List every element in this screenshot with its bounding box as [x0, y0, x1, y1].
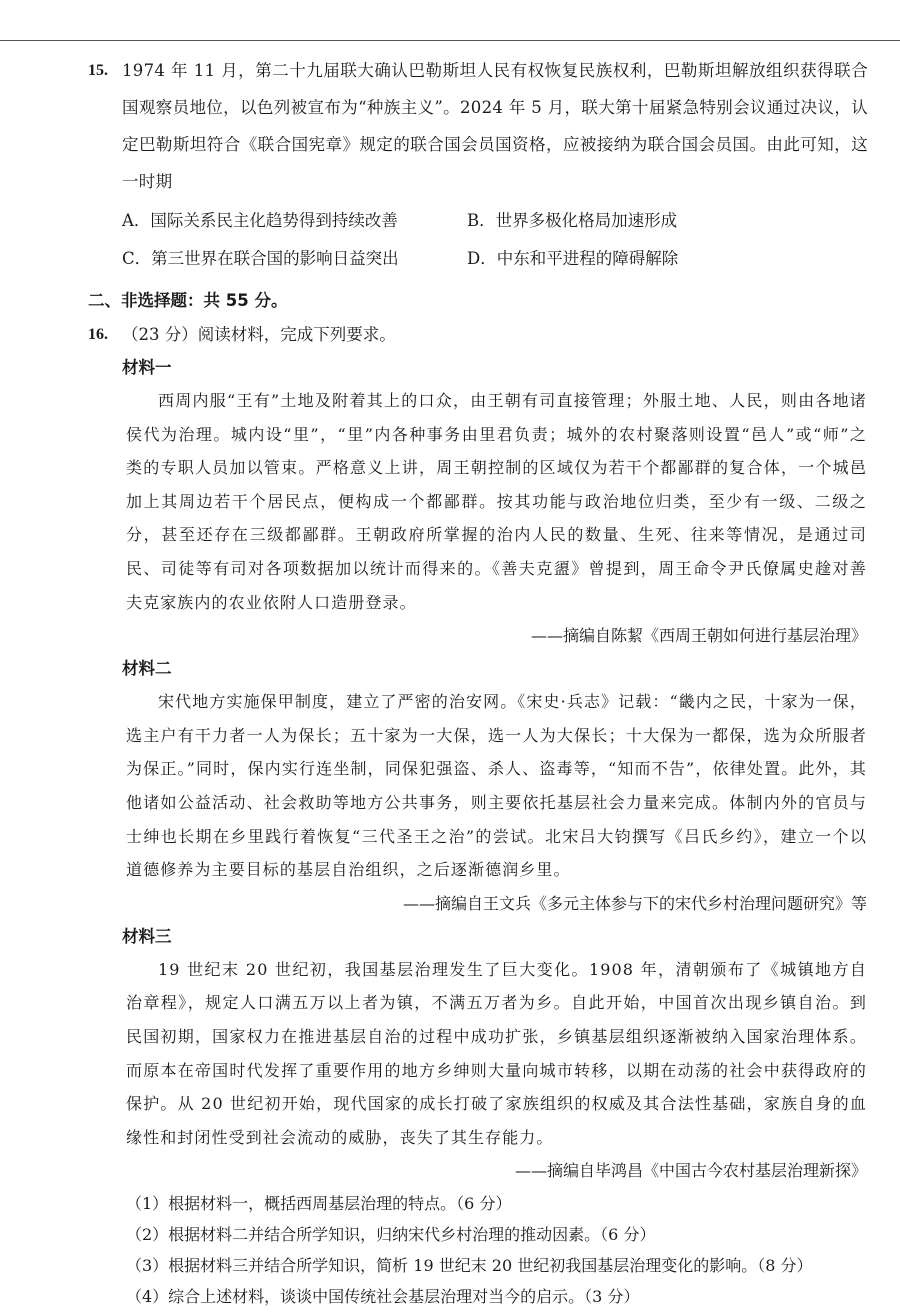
- option-b[interactable]: B．世界多极化格局加速形成: [467, 211, 678, 230]
- options-grid: [122, 202, 868, 278]
- sub-question-1: （1）根据材料一，概括西周基层治理的特点。（6 分）: [126, 1194, 512, 1214]
- material-3-text: 19 世纪末 20 世纪初，我国基层治理发生了巨大变化。1908 年，清朝颁布了《城镇地方自治章程》，规定人口满五万以上者为镇，不满五万者为乡。自此开始，中国首次出现乡镇自治。到民国初期，国家权力在推进基层自治的过程中成功扩张，乡镇基层组织逐渐被纳入国家治理体系。而原本在帝国时代发挥了重要作用的地方乡绅则大量向城市转移，以期在动荡的社会中获得政府的保护。从 20 世纪初开始，现代国家的成长打破了家族组织的权威及其合法性基础，家族自身的血缘性和封闭性受到社会流动的威胁，丧失了其生存能力。: [126, 959, 867, 1147]
- question-stem: 1974 年 11 月，第二十九届联大确认巴勒斯坦人民有权恢复民族权利，巴勒斯坦解放组织获得联合国观察员地位，以色列被宣布为“种族主义”。2024 年 5 月，联大第十届紧急特别会议通过决议，认定巴勒斯坦符合《联合国宪章》规定的联合国会员国资格，应被接纳为联合国会员国。由此可知，这一时期: [122, 61, 868, 191]
- material-1-title: 材料一: [122, 358, 172, 377]
- material-3-source: ——摘编自毕鸿昌《中国古今农村基层治理新探》: [514, 1161, 867, 1181]
- material-3-title: 材料三: [122, 926, 172, 946]
- material-2-title: 材料二: [122, 659, 172, 679]
- material-2-text: 宋代地方实施保甲制度，建立了严密的治安网。《宋史·兵志》记载：“畿内之民，十家为一保，选主户有干力者一人为保长；五十家为一大保，选一人为大保长；十大保为一都保，选为众所服者为保正。”同时，保内实行连坐制，同保犯强盗、杀人、盗毒等，“知而不告”，依律处置。此外，其他诸如公益活动、社会救助等地方公共事务，则主要依托基层社会力量来完成。体制内外的官员与士绅也长期在乡里践行着恢复“三代圣王之治”的尝试。北宋吕大钧撰写《吕氏乡约》，建立一个以道德修养为主要目标的基层自治组织，之后逐渐德润乡里。: [126, 692, 867, 880]
- material-2-source: ——摘编自王文兵《多元主体参与下的宋代乡村治理问题研究》等: [402, 893, 867, 913]
- question-15: [0, 52, 900, 278]
- question-16-header: [0, 318, 900, 352]
- sub-question-3: （3）根据材料三并结合所学知识，简析 19 世纪末 20 世纪初我国基层治理变化的影响。（8 分）: [126, 1256, 813, 1276]
- option-a[interactable]: A．国际关系民主化趋势得到持续改善: [122, 211, 398, 230]
- sub-question-2: （2）根据材料二并结合所学知识，归纳宋代乡村治理的推动因素。（6 分）: [126, 1225, 656, 1245]
- option-c[interactable]: C．第三世界在联合国的影响日益突出: [122, 249, 399, 268]
- option-d[interactable]: D．中东和平进程的障碍解除: [467, 249, 679, 268]
- question-number: 16.: [88, 326, 108, 343]
- material-1-source: ——摘编自陈絜《西周王朝如何进行基层治理》: [530, 626, 867, 646]
- exam-page: [0, 52, 900, 1312]
- question-intro: （23 分）阅读材料，完成下列要求。: [122, 325, 396, 344]
- top-rule: [0, 40, 900, 41]
- section-title: 二、非选择题：共 55 分。: [88, 291, 288, 310]
- material-1-text: 西周内服“王有”土地及附着其上的口众，由王朝有司直接管理；外服土地、人民，则由各地诸侯代为治理。城内设“里”，“里”内各种事务由里君负责；城外的农村聚落则设置“邑人”或“师”之类的专职人员加以管束。严格意义上讲，周王朝控制的区域仅为若干个都鄙群的复合体，一个城邑加上其周边若干个居民点，便构成一个都鄙群。按其功能与政治地位归类，至少有一级、二级之分，甚至还存在三级都鄙群。王朝政府所掌握的治内人民的数量、生死、往来等情况，是通过司民、司徒等有司对各项数据加以统计而得来的。《善夫克盨》曾提到，周王命令尹氏僚属史趛对善夫克家族内的农业依附人口造册登录。: [126, 391, 867, 612]
- question-number: 15.: [88, 62, 108, 79]
- sub-question-4: （4）综合上述材料，谈谈中国传统社会基层治理对当今的启示。（3 分）: [126, 1287, 640, 1307]
